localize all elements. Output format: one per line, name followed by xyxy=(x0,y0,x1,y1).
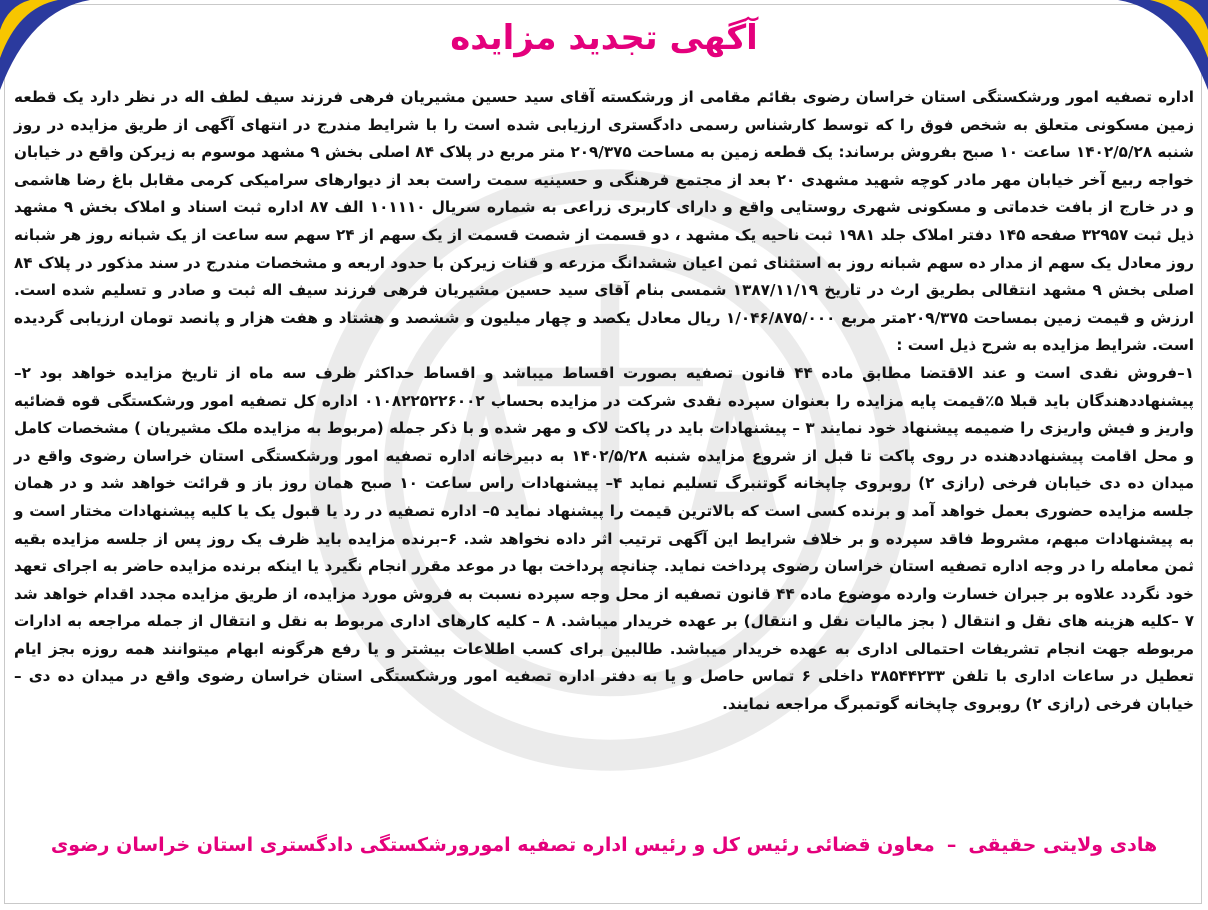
notice-intro-paragraph: اداره تصفیه امور ورشکستگی استان خراسان رضوی بقائم مقامی از ورشکسته آقای سید حسین مشیریان فرهی فرزند سیف لطف اله در نظر دارد یک قطعه زمین مسکونی متعلق به شخص فوق را که توسط کارشناس رسمی دادگستری ارزیابی شده است را با شرایط مندرج در انتهای آگهی از طریق مزایده در روز شنبه ۱۴۰۲/۵/۲۸ ساعت ۱۰ صبح بفروش برساند: یک قطعه زمین به مساحت ۲۰۹/۳۷۵ متر مربع در پلاک ۸۴ اصلی بخش ۹ مشهد موسوم به زیرکن واقع در خیابان خواجه ربیع آخر خیابان مهر مادر کوچه شهید مشهدی ۲۰ بعد از مجتمع فرهنگی و حسینیه سمت راست بعد از دیوارهای سرامیکی کرمی مقابل باغ رضا هاشمی و در خارج از بافت خدماتی و مسکونی شهری روستایی واقع و دارای کاربری زراعی به شماره سریال ۱۰۱۱۱۰ الف ۸۷ اداره ثبت اسناد و املاک بخش ۹ مشهد ذیل ثبت ۳۲۹۵۷ صفحه ۱۴۵ دفتر املاک جلد ۱۹۸۱ ثبت ناحیه یک مشهد ، دو قسمت از شصت قسمت از یک سهم از ۲۴ سهم سه ساعت از یک شبانه روز هر شبانه روز معادل یک سهم از مدار ده سهم شبانه روز به استثنای ثمن اعیان ششدانگ مزرعه و قنات زیرکن با حدود اربعه و مشخصات مندرج در سند مذکور در پلاک ۸۴ اصلی بخش ۹ مشهد انتقالی بطریق ارث در تاریخ ۱۳۸۷/۱۱/۱۹ شمسی بنام آقای سید حسین مشیریان فرهی فرزند سیف اله ثبت و صادر و تسلیم شده است. ارزش و قیمت زمین بمساحت ۲۰۹/۳۷۵متر مربع ۱/۰۴۶/۸۷۵/۰۰۰ ریال معادل یکصد و چهار میلیون و ششصد و هشتاد و هفت هزار و پانصد تومان ارزیابی گردیده است. شرایط مزایده به شرح ذیل است : xyxy=(14,88,1195,355)
notice-title: آگهی تجدید مزایده xyxy=(450,18,758,58)
signatory-name: هادی ولایتی حقیقی xyxy=(968,834,1158,856)
signatory-position: معاون قضائی رئیس کل و رئیس اداره تصفیه امورورشکستگی دادگستری استان خراسان رضوی xyxy=(50,834,935,856)
notice-conditions-paragraph: ۱–فروش نقدی است و عند الاقتضا مطابق ماده ۴۴ قانون تصفیه بصورت اقساط میباشد و اقساط حداکثر ظرف سه ماه از تاریخ مزایده خواهد بود ۲– پیشنهاددهندگان باید قبلا ۵٪قیمت پایه مزایده را بعنوان سپرده نقدی شرکت در مزایده بحساب ۰۱۰۸۲۲۵۲۲۶۰۰۲ اداره کل تصفیه امور ورشکستگی قوه قضائیه واریز و فیش واریزی را ضمیمه پیشنهاد خود نمایند ۳ – پیشنهادات باید در پاکت لاک و مهر شده و با ذکر جمله (مربوط به مزایده ملک مشیریان ) مشخصات کامل و محل اقامت پیشنهاددهنده در روی پاکت تا قبل از شروع مزایده شنبه ۱۴۰۲/۵/۲۸ به دبیرخانه اداره تصفیه امور ورشکستگی استان خراسان رضوی واقع در میدان ده دی خیابان فرخی (رازی ۲) روبروی چاپخانه گوتنبرگ تسلیم نماید ۴– پیشنهادات راس ساعت ۱۰ صبح همان روز باز و قرائت خواهد شد و در همان جلسه مزایده حضوری بعمل خواهد آمد و برنده کسی است که بالاترین قیمت را پیشنهاد نماید ۵– اداره تصفیه در رد یا قبول یک یا کلیه پیشنهادات مختار است و به پیشنهادات مبهم، مشروط فاقد سپرده و بر خلاف شرایط این آگهی ترتیب اثر داده نخواهد شد. ۶–برنده مزایده باید ظرف یک روز پس از جلسه مزایده بقیه ثمن معامله را در وجه اداره تصفیه استان خراسان رضوی پرداخت نماید. چنانچه پرداخت بها در موعد مقرر انجام نگیرد یا اینکه برنده مزایده حاضر به اجرای تعهد خود نگردد علاوه بر جبران خسارت وارده موضوع ماده ۴۴ قانون تصفیه از محل وجه سپرده نسبت به فروش مورد مزایده، از طریق مزایده مجدد اقدام خواهد شد ۷ –کلیه هزینه های نقل و انتقال ( بجز مالیات نقل و انتقال) بر عهده خریدار میباشد. ۸ – کلیه کارهای اداری مربوط به نقل و انتقال از جمله مراجعه به ادارات مربوطه جهت انجام تشریفات احتمالی اداری به عهده خریدار میباشد. طالبین برای کسب اطلاعات بیشتر و یا رفع هرگونه ابهام میتوانند همه روزه بجز ایام تعطیل در ساعات اداری با تلفن ۳۸۵۴۴۲۳۳ داخلی ۶ تماس حاصل و یا به دفتر اداره تصفیه امور ورشکستگی استان خراسان رضوی واقع در میدان ده دی – خیابان فرخی (رازی ۲) روبروی چاپخانه گوتمبرگ مراجعه نمایند. xyxy=(14,363,1195,714)
signature-separator: – xyxy=(946,834,957,856)
signature-line xyxy=(14,834,1194,856)
notice-body xyxy=(14,84,1194,719)
